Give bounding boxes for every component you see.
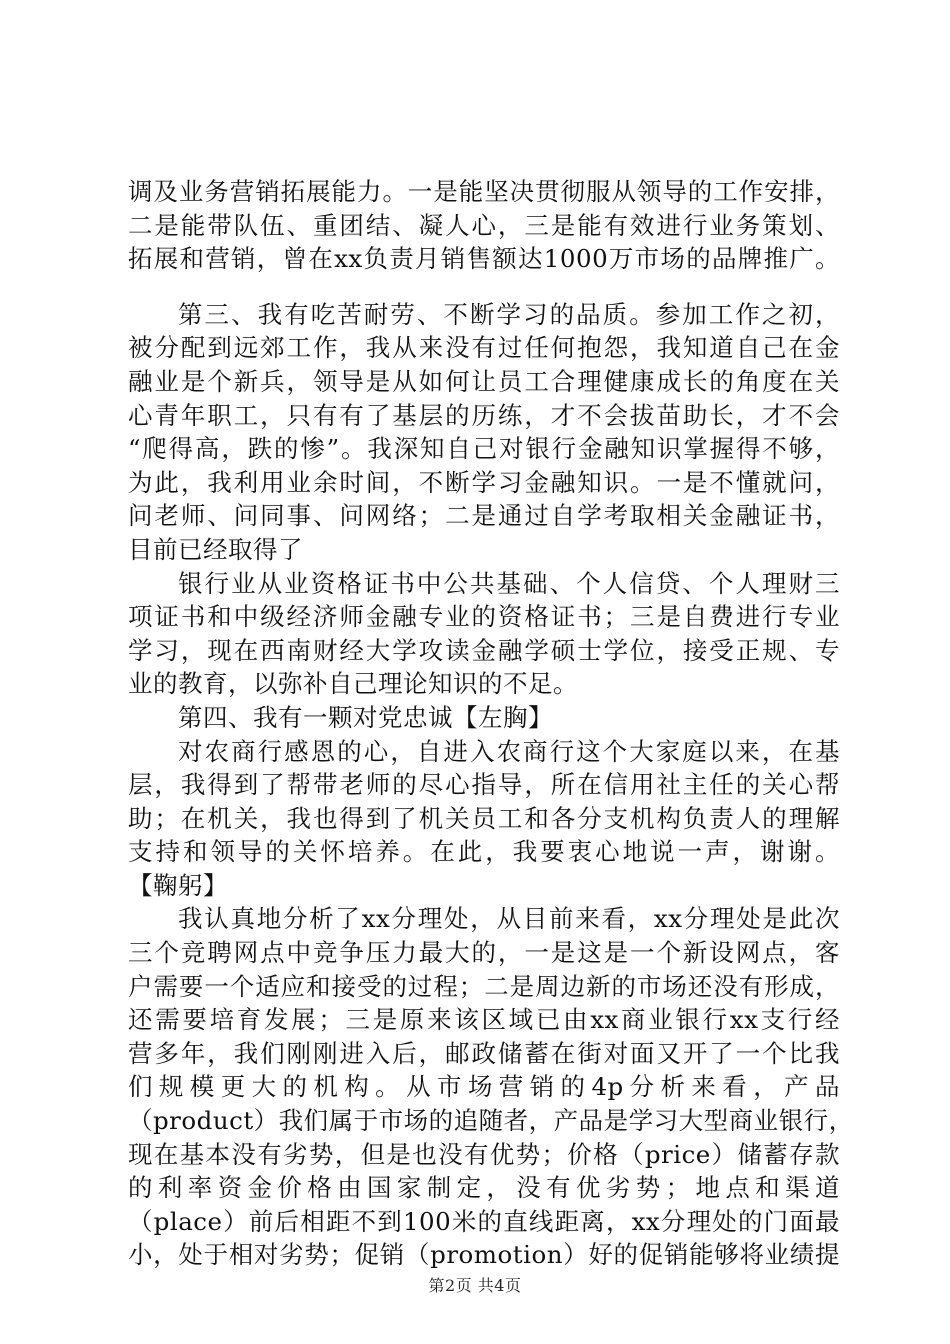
- body-text: [128, 175, 854, 1272]
- text-line: 第四、我有一颗对党忠诚【左胸】: [178, 702, 553, 732]
- text-line: “爬得高，跌的惨”。我深知自己对银行金融知识掌握得不够，: [128, 434, 840, 464]
- text-line: 层，我得到了帮带老师的尽心指导，所在信用社主任的关心帮: [128, 770, 840, 800]
- text-line: 营多年，我们刚刚进入后，邮政储蓄在街对面又开了一个比我: [128, 1038, 840, 1068]
- text-line: 助；在机关，我也得到了机关员工和各分支机构负责人的理解: [128, 803, 840, 833]
- text-line: 业的教育，以弥补自己理论知识的不足。: [128, 669, 578, 699]
- text-line: 们规模更大的机构。从市场营销的4p分析来看，产品: [128, 1072, 840, 1102]
- page-number-label: 第2页 共4页: [428, 1276, 522, 1295]
- text-line: 项证书和中级经济师金融专业的资格证书；三是自费进行专业: [128, 602, 840, 632]
- text-line: 第三、我有吃苦耐劳、不断学习的品质。参加工作之初，: [178, 299, 840, 329]
- text-line: 学习，现在西南财经大学攻读金融学硕士学位，接受正规、专: [128, 635, 840, 665]
- text-line: 支持和领导的关怀培养。在此，我要衷心地说一声，谢谢。: [128, 837, 840, 867]
- text-line: 问老师、问同事、问网络；二是通过自学考取相关金融证书，: [128, 501, 840, 531]
- text-line: 还需要培育发展；三是原来该区域已由xx商业银行xx支行经: [128, 1005, 840, 1035]
- text-line: （product）我们属于市场的追随者，产品是学习大型商业银行，: [128, 1106, 854, 1136]
- text-line: 调及业务营销拓展能力。一是能坚决贯彻服从领导的工作安排，: [128, 177, 840, 206]
- paragraph-gap: [128, 276, 840, 298]
- text-line: （place）前后相距不到100米的直线距离，xx分理处的门面最: [128, 1206, 840, 1236]
- text-line: 三个竞聘网点中竞争压力最大的，一是这是一个新设网点，客: [128, 938, 840, 968]
- text-line: 的利率资金价格由国家制定，没有优劣势；地点和渠道: [128, 1173, 840, 1203]
- text-line: 【鞠躬】: [128, 870, 228, 900]
- text-line: 银行业从业资格证书中公共基础、个人信贷、个人理财三: [178, 568, 840, 598]
- text-line: 小，处于相对劣势；促销（promotion）好的促销能够将业绩提: [128, 1240, 840, 1270]
- page-footer: [0, 1273, 950, 1296]
- text-line: 为此，我利用业余时间，不断学习金融知识。一是不懂就问，: [128, 467, 840, 497]
- text-line: 现在基本没有劣势，但是也没有优势；价格（price）储蓄存款: [128, 1139, 840, 1169]
- text-line: 对农商行感恩的心，自进入农商行这个大家庭以来，在基: [178, 736, 840, 766]
- text-line: 我认真地分析了xx分理处，从目前来看，xx分理处是此次: [178, 904, 840, 934]
- text-line: 二是能带队伍、重团结、凝人心，三是能有效进行业务策划、: [128, 210, 840, 240]
- text-line: 融业是个新兵，领导是从如何让员工合理健康成长的角度在关: [128, 366, 840, 396]
- text-line: 被分配到远郊工作，我从来没有过任何抱怨，我知道自己在金: [128, 333, 840, 363]
- text-line: 拓展和营销，曾在xx负责月销售额达1000万市场的品牌推广。: [128, 244, 840, 274]
- text-line: 目前已经取得了: [128, 534, 303, 564]
- text-line: 户需要一个适应和接受的过程；二是周边新的市场还没有形成，: [128, 971, 840, 1001]
- text-line: 心青年职工，只有有了基层的历练，才不会拔苗助长，才不会: [128, 400, 840, 430]
